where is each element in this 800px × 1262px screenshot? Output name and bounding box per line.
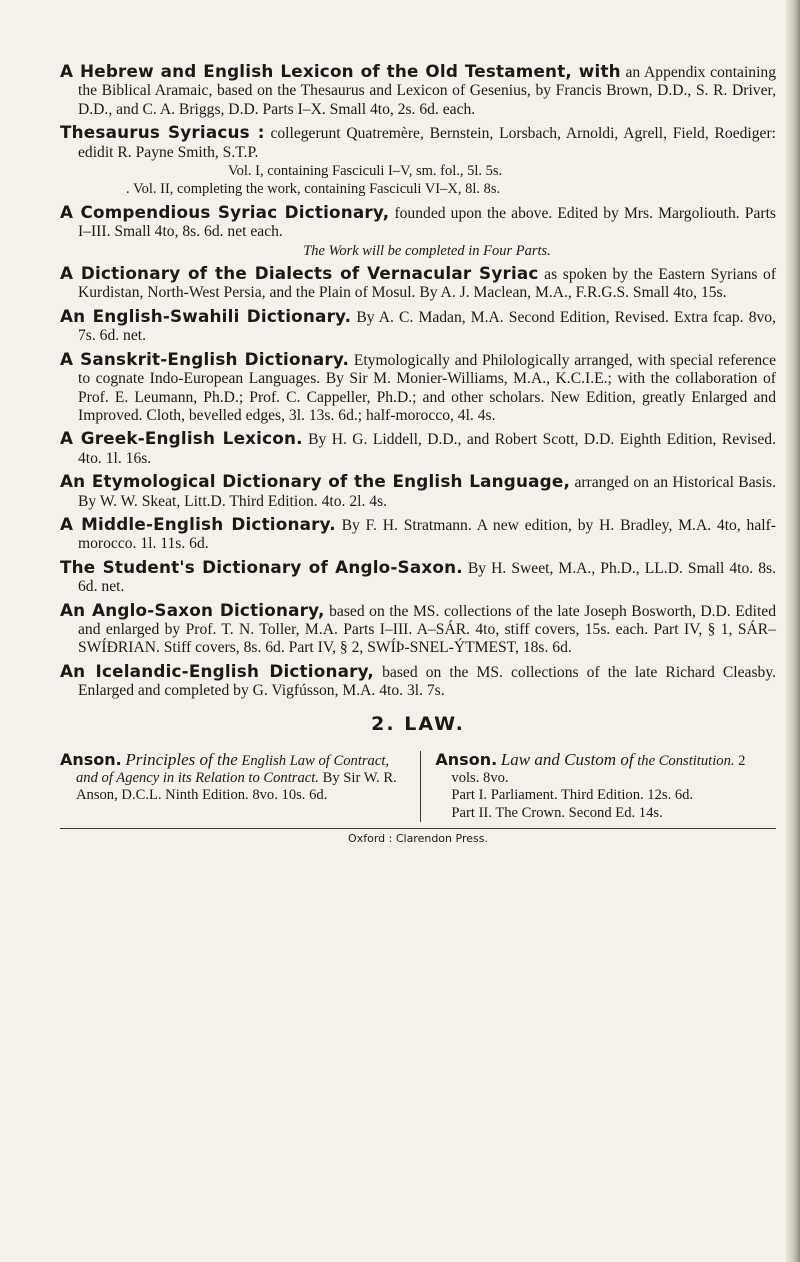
- entry-middle-english: [60, 515, 776, 554]
- law-entry-principles: [60, 751, 412, 823]
- entry-desc: founded upon the above. Edited by Mrs. Margoliouth. Parts I–III. Small 4to, 8s. 6d. net each.: [78, 204, 776, 241]
- entry-title: An Anglo-Saxon Dictionary,: [60, 599, 325, 620]
- law-author: Anson.: [435, 749, 498, 769]
- entry-sanskrit-english: [60, 350, 776, 426]
- entry-greek-english: [60, 429, 776, 468]
- law-work-part: Part II. The Crown. Second Ed. 14s.: [451, 804, 663, 821]
- entry-desc: By H. G. Liddell, D.D., and Robert Scott, D.D. Eighth Edition, Revised. 4to. 1l. 16s.: [78, 431, 776, 467]
- entry-desc: By F. H. Stratmann. A new edition, by H. Bradley, M.A. 4to, half-morocco. 1l. 11s. 6d.: [78, 516, 776, 553]
- entry-desc: Etymologically and Philologically arranged, with special reference to cognate Indo-European Languages. By Sir M. Monier-Williams, M.A., K.C.I.E.; with the collaboration of Prof. E. Leumann, Ph.D.; Prof. C. Cappeller, Ph.D.; and other scholars. New Edition, greatly Enlarged and Improved. Cloth, bevelled edges, 3l. 13s. 6d.; half-morocco, 4l. 4s.: [78, 351, 776, 424]
- law-entry-constitution: [420, 751, 776, 823]
- entry-anglo-saxon-dictionary: [60, 601, 776, 658]
- entry-hebrew-lexicon: [60, 62, 776, 119]
- catalogue-page: [60, 62, 776, 845]
- entry-title: The Student's Dictionary of Anglo-Saxon.: [60, 556, 463, 577]
- entry-desc: By H. Sweet, M.A., Ph.D., LL.D. Small 4to. 8s. 6d. net.: [78, 559, 776, 596]
- entry-vernacular-syriac: [60, 264, 776, 303]
- law-author: Anson.: [60, 749, 122, 769]
- entry-title: A Dictionary of the Dialects of Vernacular Syriac: [60, 263, 539, 284]
- entry-note: . Vol. II, completing the work, containing Fasciculi VI–X, 8l. 8s.: [126, 181, 501, 198]
- entry-title: An Etymological Dictionary of the English Language,: [60, 471, 571, 492]
- section-heading: 2. LAW.: [371, 712, 465, 735]
- entry-etymological: [60, 472, 776, 511]
- entry-title: Thesaurus Syriacus :: [60, 122, 265, 143]
- law-columns: [60, 751, 776, 823]
- entry-desc: arranged on an Historical Basis. By W. W. Skeat, Litt.D. Third Edition. 4to. 2l. 4s.: [78, 474, 776, 510]
- law-work-subtitle: the Constitution.: [637, 752, 735, 769]
- law-work-title: Principles of the: [125, 749, 238, 769]
- law-work-part: Part I. Parliament. Third Edition. 12s. 6d.: [451, 787, 694, 804]
- entry-desc: based on the MS. collections of the late Joseph Bosworth, D.D. Edited and enlarged by Prof. T. N. Toller, M.A. Parts I–III. A–SÁR. 4to, stiff covers, 15s. each. Part IV, § 1, SÁR–SWÍÐRIAN. Stiff covers, 8s. 6d. Part IV, § 2, SWÍÞ-SNEL-ÝTMEST, 18s. 6d.: [78, 602, 776, 657]
- entry-thesaurus-syriacus: [60, 123, 776, 199]
- entry-title: A Compendious Syriac Dictionary,: [60, 201, 390, 222]
- entry-desc: based on the MS. collections of the late Richard Cleasby. Enlarged and completed by G. Vigfússon, M.A. 4to. 3l. 7s.: [78, 663, 776, 700]
- entry-title: A Middle-English Dictionary.: [60, 513, 336, 534]
- entry-title: An Icelandic-English Dictionary,: [60, 660, 375, 681]
- entry-title: A Greek-English Lexicon.: [60, 428, 303, 449]
- entry-title: An English-Swahili Dictionary.: [60, 305, 352, 326]
- entry-desc: By A. C. Madan, M.A. Second Edition, Revised. Extra fcap. 8vo, 7s. 6d. net.: [78, 308, 776, 345]
- page-edge: [786, 0, 800, 1262]
- entry-students-anglo-saxon: [60, 558, 776, 597]
- imprint: Oxford : Clarendon Press.: [348, 832, 488, 846]
- entry-note: The Work will be completed in Four Parts.: [303, 242, 551, 259]
- entry-note: Vol. I, containing Fasciculi I–V, sm. fol., 5l. 5s.: [228, 163, 503, 180]
- entry-title: A Sanskrit-English Dictionary.: [60, 348, 350, 369]
- entry-title: A Hebrew and English Lexicon of the Old Testament, with: [60, 61, 621, 81]
- footer-rule: [60, 828, 776, 829]
- law-work-subtitle: English Law of Contract, and of Agency in its Relation to Contract.: [76, 752, 390, 786]
- entry-desc: as spoken by the Eastern Syrians of Kurdistan, North-West Persia, and the Plain of Mosul. By A. J. Maclean, M.A., F.R.G.S. Small 4to, 15s.: [78, 266, 777, 302]
- entry-desc: an Appendix containing the Biblical Aramaic, based on the Thesaurus and Lexicon of Gesenius, by Francis Brown, D.D., S. R. Driver, D.D., and C. A. Briggs, D.D. Parts I–X. Small 4to, 2s. 6d. each.: [78, 64, 777, 118]
- entry-icelandic-english: [60, 662, 776, 701]
- law-work-volumes: 2 vols. 8vo.: [451, 752, 746, 786]
- entry-desc: collegerunt Quatremère, Bernstein, Lorsbach, Arnoldi, Agrell, Field, Roediger: edidit R. Payne Smith, S.T.P.: [78, 125, 776, 161]
- entry-english-swahili: [60, 307, 776, 346]
- law-work-title: Law and Custom of: [500, 749, 634, 769]
- law-work-details: By Sir W. R. Anson, D.C.L. Ninth Edition. 8vo. 10s. 6d.: [76, 770, 397, 804]
- entry-syriac-dictionary: [60, 203, 776, 260]
